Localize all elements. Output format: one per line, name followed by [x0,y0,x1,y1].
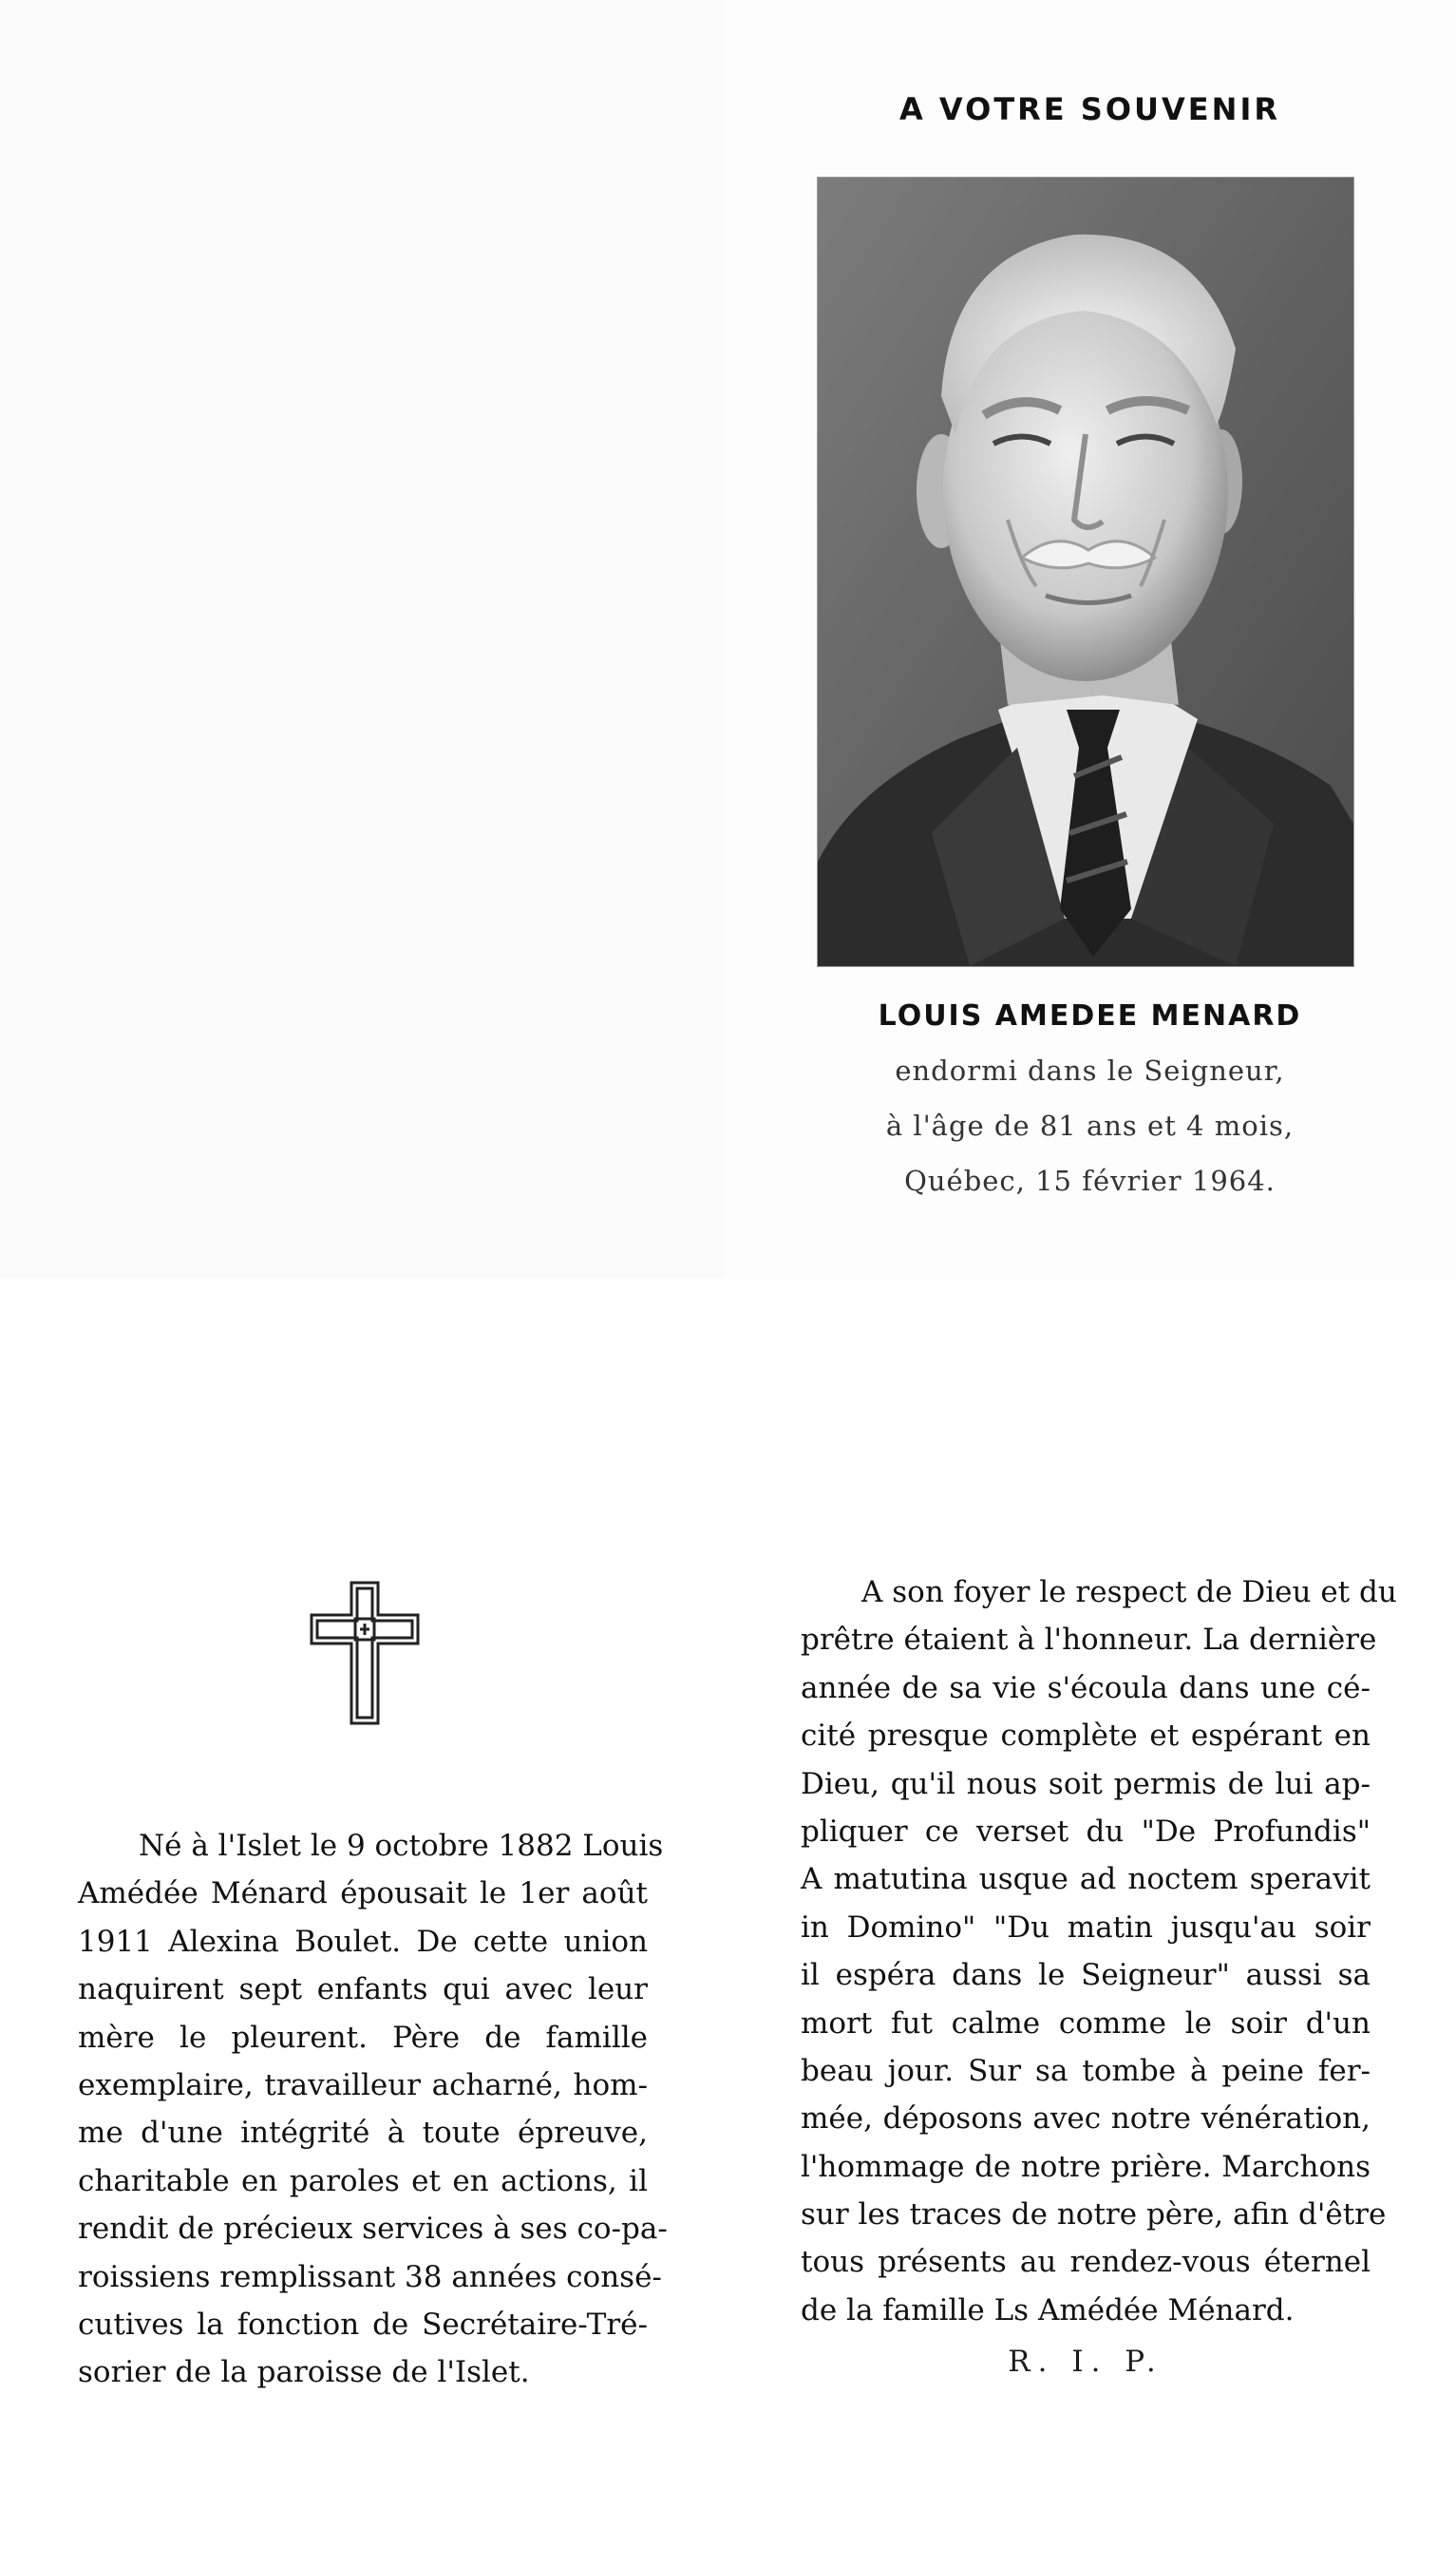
paragraph-line: A son foyer le respect de Dieu et du [861,1575,1397,1609]
paragraph-line: Né à l'Islet le 9 octobre 1882 Louis [139,1829,664,1863]
paragraph-line: me d'une intégrité à toute épreuve, [78,2116,648,2151]
paragraph-line: roissiens remplissant 38 années consé- [78,2259,662,2294]
card-header: A VOTRE SOUVENIR [899,91,1280,127]
paragraph-line: l'hommage de notre prière. Marchons [801,2149,1371,2184]
paragraph-line: cité presque complète et espérant en [801,1719,1371,1754]
paragraph-line: année de sa vie s'écoula dans une cé- [801,1670,1371,1705]
paragraph-line: mort fut calme comme le soir d'un [801,2005,1371,2041]
card-line-3: Québec, 15 février 1964. [904,1165,1276,1197]
portrait-photo [817,177,1354,967]
paragraph-line: prêtre étaient à l'honneur. La dernière [801,1623,1377,1658]
paragraph-line: 1911 Alexina Boulet. De cette union [78,1924,648,1959]
paragraph-line: rendit de précieux services à ses co-pa- [78,2212,668,2247]
paragraph-line: A matutina usque ad noctem speravit [801,1862,1371,1897]
paragraph-line: naquirent sept enfants qui avec leur [78,1972,648,2007]
tribute-paragraph [801,1568,1397,2334]
card-line-1: endormi dans le Seigneur, [895,1054,1285,1087]
cross-icon [306,1577,424,1729]
paragraph-line: cutives la fonction de Secrétaire-Tré- [78,2307,648,2342]
paragraph-line: Dieu, qu'il nous soit permis de lui ap- [801,1766,1371,1801]
paragraph-line: mère le pleurent. Père de famille [78,2020,648,2055]
paragraph-line: il espéra dans le Seigneur" aussi sa [801,1958,1371,1993]
paragraph-line: in Domino" "Du matin jusqu'au soir [801,1910,1371,1945]
paragraph-line: sorier de la paroisse de l'Islet. [78,2355,530,2390]
deceased-name: LOUIS AMEDEE MENARD [878,999,1302,1033]
paragraph-line: charitable en paroles et en actions, il [78,2163,648,2198]
rip-closing: R. I. P. [1008,2345,1163,2379]
biography-paragraph [78,1822,668,2397]
paragraph-line: tous présents au rendez-vous éternel [801,2245,1371,2280]
card-blank-panel [0,0,722,1278]
paragraph-line: exemplaire, travailleur acharné, hom- [78,2067,648,2102]
paragraph-line: pliquer ce verset du "De Profundis" [801,1814,1371,1849]
paragraph-line: de la famille Ls Amédée Ménard. [801,2292,1295,2328]
paragraph-line: sur les traces de notre père, afin d'être [801,2197,1387,2232]
paragraph-line: beau jour. Sur sa tombe à peine fer- [801,2053,1371,2088]
paragraph-line: mée, déposons avec notre vénération, [801,2101,1371,2137]
card-line-2: à l'âge de 81 ans et 4 mois, [885,1110,1295,1142]
paragraph-line: Amédée Ménard épousait le 1er août [78,1876,648,1911]
